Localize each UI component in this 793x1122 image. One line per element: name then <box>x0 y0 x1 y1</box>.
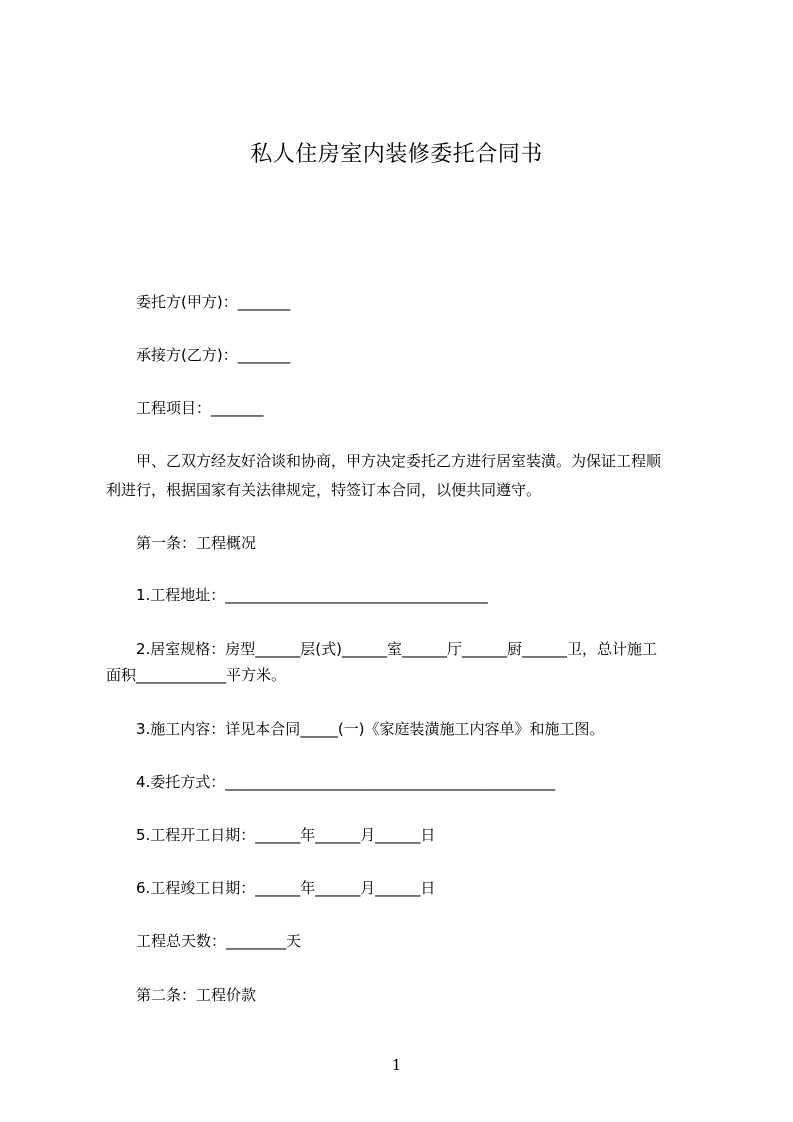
start-date-line: 5.工程开工日期：______年______月______日 <box>136 826 436 844</box>
total-days-line: 工程总天数：________天 <box>136 932 302 950</box>
intro-paragraph-line-2: 利进行，根据国家有关法律规定，特签订本合同，以便共同遵守。 <box>106 481 542 499</box>
end-date-line: 6.工程竣工日期：______年______月______日 <box>136 879 436 897</box>
room-spec-line-2: 面积____________平方米。 <box>106 666 287 684</box>
contractor-party-line: 承接方(乙方)：_______ <box>136 346 291 364</box>
client-party-line: 委托方(甲方)：_______ <box>136 293 291 311</box>
article-1-heading: 第一条：工程概况 <box>136 534 257 552</box>
page-number: 1 <box>391 1056 402 1074</box>
room-spec-line-1: 2.居室规格：房型______层(式)______室______厅______厨______卫，总计施工 <box>136 640 658 658</box>
article-2-heading: 第二条：工程价款 <box>136 986 257 1004</box>
project-address-line: 1.工程地址：___________________________________ <box>136 586 488 604</box>
project-line: 工程项目：_______ <box>136 399 264 417</box>
commission-method-line: 4.委托方式：____________________________________________ <box>136 773 556 791</box>
intro-paragraph-line-1: 甲、乙双方经友好洽谈和协商，甲方决定委托乙方进行居室装潢。为保证工程顺 <box>136 452 662 470</box>
construction-content-line: 3.施工内容：详见本合同_____(一)《家庭装潢施工内容单》和施工图。 <box>136 720 605 738</box>
document-title: 私人住房室内装修委托合同书 <box>250 142 543 167</box>
